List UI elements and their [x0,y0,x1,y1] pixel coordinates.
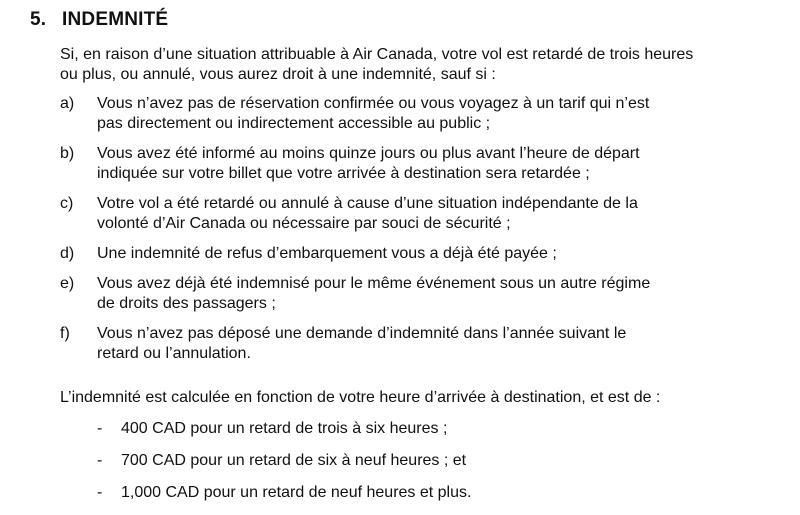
item-text-line: pas directement ou indirectement accessible au public ; [97,115,491,132]
item-marker: e) [60,275,75,292]
exceptions-list [60,94,780,374]
amount-item [97,419,471,439]
section-number: 5. [30,9,47,30]
item-text-line: Vous avez déjà été indemnisé pour le même événement sous un autre régime [97,275,651,292]
amount-text: 1,000 CAD pour un retard de neuf heures et plus. [121,484,472,501]
exception-item-b [60,144,780,184]
section-heading [30,9,168,31]
item-text-line: Vous avez été informé au moins quinze jours ou plus avant l’heure de départ [97,145,640,162]
item-marker: f) [60,325,70,342]
item-marker: c) [60,195,74,212]
dash-bullet: - [97,452,103,469]
dash-bullet: - [97,484,103,501]
item-text-line: Votre vol a été retardé ou annulé à cause d’une situation indépendante de la [97,195,638,212]
exception-item-c [60,194,780,234]
exception-item-e [60,274,780,314]
amounts-list [97,419,471,515]
amount-text: 400 CAD pour un retard de trois à six heures ; [121,420,448,437]
item-text-line: de droits des passagers ; [97,295,276,312]
intro-line: ou plus, ou annulé, vous aurez droit à une indemnité, sauf si : [60,66,496,83]
exception-item-d [60,244,780,264]
amount-item [97,483,471,503]
amount-text: 700 CAD pour un retard de six à neuf heures ; et [121,452,467,469]
calculation-paragraph: L’indemnité est calculée en fonction de votre heure d’arrivée à destination, et est de : [60,389,661,406]
item-text-line: Une indemnité de refus d’embarquement vous a déjà été payée ; [97,245,557,262]
section-title: INDEMNITÉ [62,9,169,30]
item-text-line: Vous n’avez pas de réservation confirmée ou vous voyagez à un tarif qui n’est [97,95,650,112]
item-marker: a) [60,95,75,112]
item-text-line: volonté d’Air Canada ou nécessaire par souci de sécurité ; [97,215,511,232]
exception-item-f [60,324,780,364]
item-text-line: retard ou l’annulation. [97,345,251,362]
intro-paragraph [60,45,760,85]
dash-bullet: - [97,420,103,437]
item-marker: b) [60,145,75,162]
item-marker: d) [60,245,75,262]
intro-line: Si, en raison d’une situation attribuable à Air Canada, votre vol est retardé de trois heures [60,46,694,63]
item-text-line: indiquée sur votre billet que votre arrivée à destination sera retardée ; [97,165,590,182]
amount-item [97,451,471,471]
exception-item-a [60,94,780,134]
item-text-line: Vous n’avez pas déposé une demande d’indemnité dans l’année suivant le [97,325,627,342]
